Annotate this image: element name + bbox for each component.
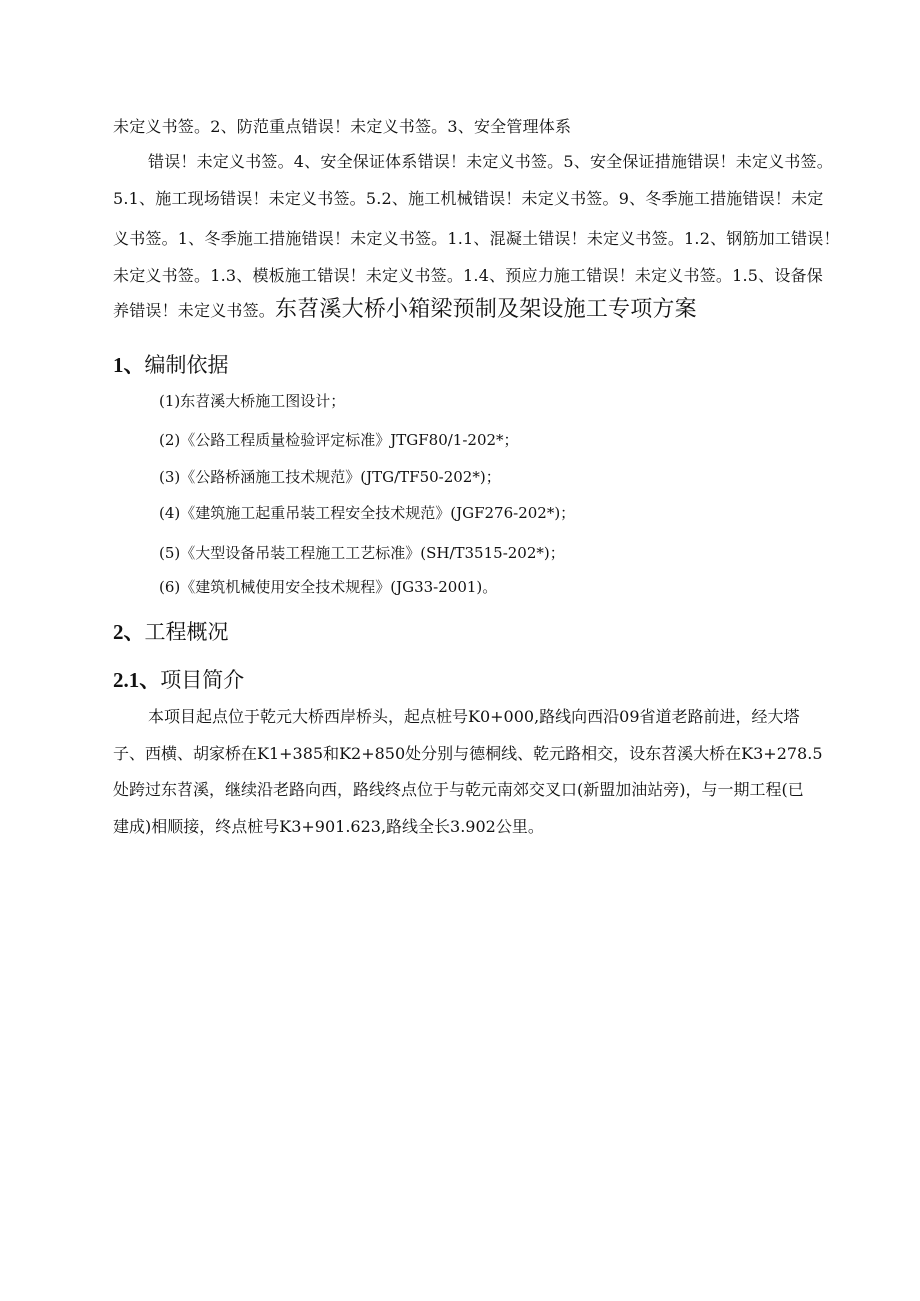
paragraph-line: 子、西横、胡家桥在K1+385和K2+850处分别与德桐线、乾元路相交，设东苕溪大桥在K3+278.5: [113, 744, 823, 763]
toc-line-text: 养错误！未定义书签。: [113, 301, 276, 320]
section-number: 2、: [113, 620, 145, 644]
section-title: 工程概况: [144, 620, 229, 644]
section-heading-2: [113, 619, 229, 645]
document-title: 东苕溪大桥小箱梁预制及架设施工专项方案: [275, 297, 697, 322]
paragraph-line: 建成)相顺接，终点桩号K3+901.623,路线全长3.902公里。: [113, 817, 544, 836]
section-heading-2-1: [113, 667, 244, 693]
section-title: 编制依据: [144, 353, 229, 377]
toc-line: 未定义书签。1.3、模板施工错误！未定义书签。1.4、预应力施工错误！未定义书签。1.5、设备保: [113, 266, 823, 285]
reference-item: (3)《公路桥涵施工技术规范》(JTG/TF50-202*)；: [159, 468, 501, 486]
section-title: 项目简介: [160, 668, 245, 692]
toc-line: 5.1、施工现场错误！未定义书签。5.2、施工机械错误！未定义书签。9、冬季施工措施错误！未定: [113, 189, 824, 208]
section-number: 1、: [113, 353, 145, 377]
section-number: 2.1、: [113, 668, 161, 692]
toc-line: 未定义书签。2、防范重点错误！未定义书签。3、安全管理体系: [113, 117, 572, 136]
reference-item: (4)《建筑施工起重吊装工程安全技术规范》(JGF276-202*)；: [159, 504, 576, 522]
toc-line: 义书签。1、冬季施工措施错误！未定义书签。1.1、混凝土错误！未定义书签。1.2、钢筋加工错误！: [113, 229, 840, 248]
reference-item: (6)《建筑机械使用安全技术规程》(JG33-2001)。: [159, 578, 498, 596]
toc-line: 错误！未定义书签。4、安全保证体系错误！未定义书签。5、安全保证措施错误！未定义书签。: [148, 152, 833, 171]
toc-last-line: [113, 297, 697, 322]
reference-item: (1)东苕溪大桥施工图设计；: [159, 392, 346, 410]
paragraph-line: 处跨过东苕溪，继续沿老路向西，路线终点位于与乾元南郊交叉口(新盟加油站旁)，与一期工程(已: [113, 780, 804, 799]
section-heading-1: [113, 352, 229, 378]
reference-item: (2)《公路工程质量检验评定标准》JTGF80/1-202*；: [159, 431, 519, 449]
reference-item: (5)《大型设备吊装工程施工工艺标准》(SH/T3515-202*)；: [159, 544, 565, 562]
paragraph-line: 本项目起点位于乾元大桥西岸桥头，起点桩号K0+000,路线向西沿09省道老路前进，经大塔: [148, 707, 800, 726]
